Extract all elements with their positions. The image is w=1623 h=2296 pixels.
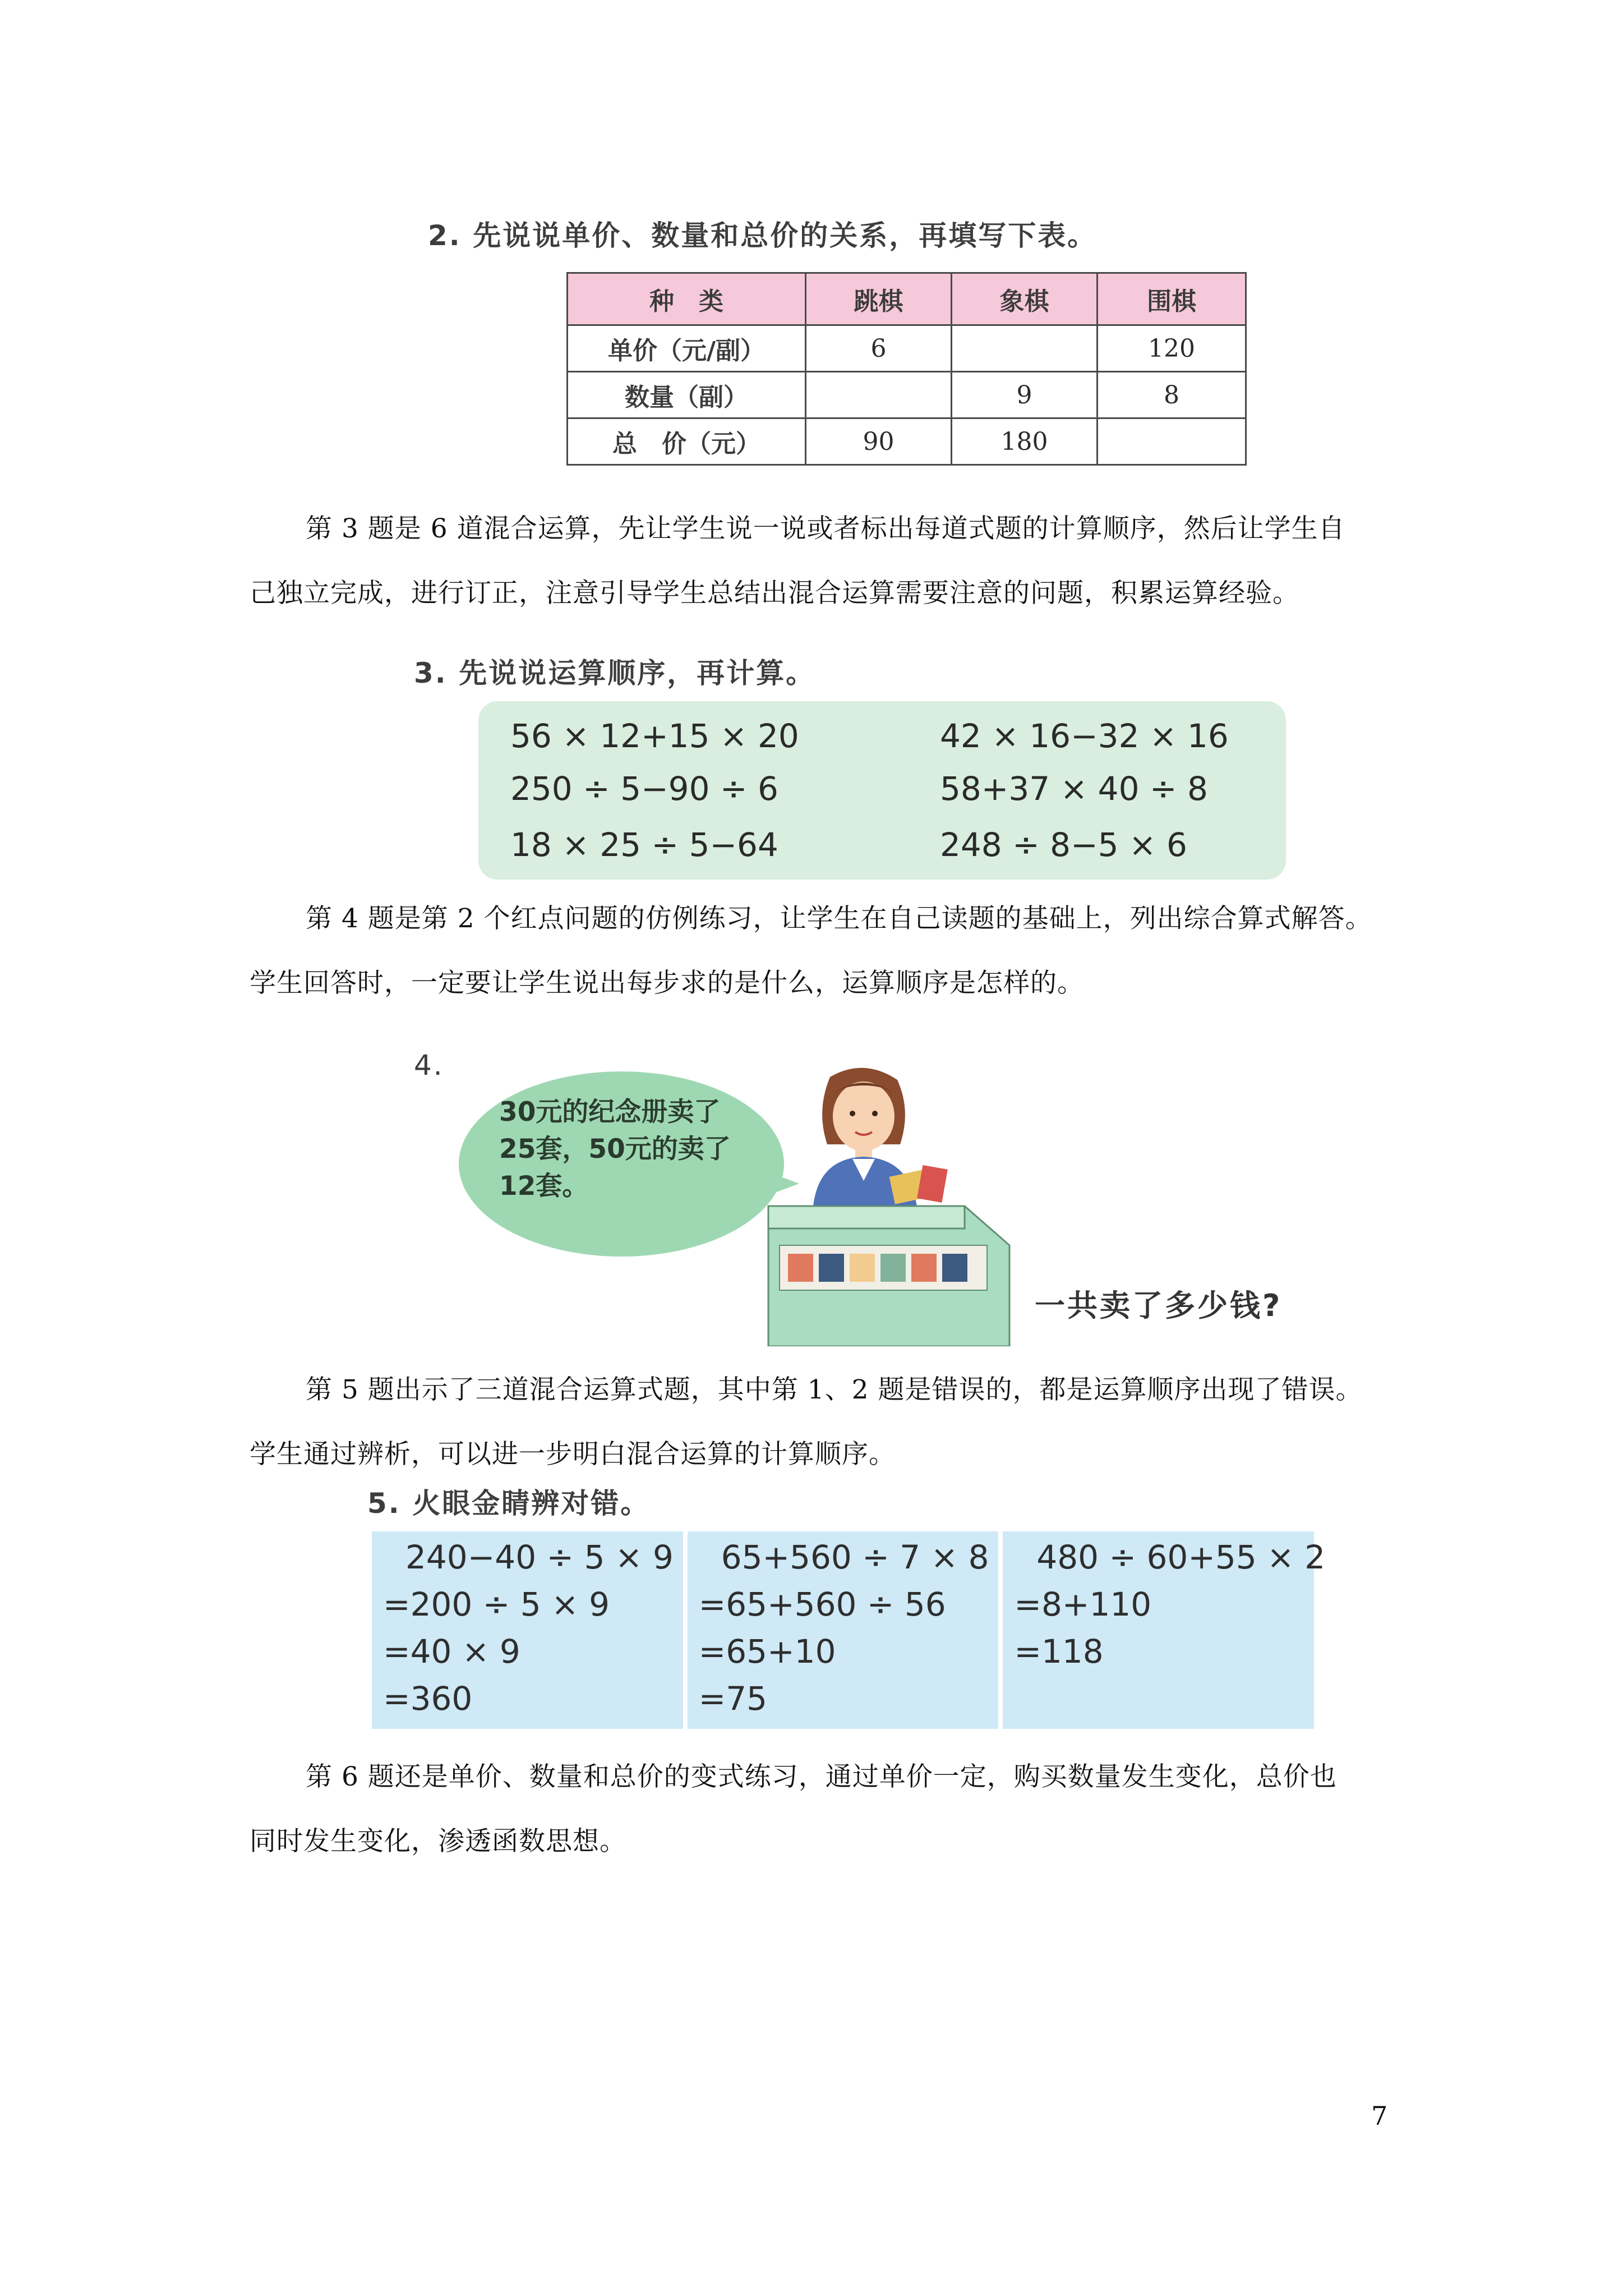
table-row	[568, 325, 1246, 372]
section-5-heading: 5. 火眼金睛辨对错。	[367, 1487, 651, 1520]
expression: 58+37 × 40 ÷ 8	[940, 770, 1208, 808]
table-row-label: 总 价（元）	[568, 418, 806, 465]
error-check-column	[1003, 1531, 1326, 1729]
speech-bubble-text	[499, 1094, 763, 1205]
calc-step: =8+110	[1014, 1585, 1152, 1623]
table-header-cell: 种 类	[568, 273, 806, 325]
calc-step: 65+560 ÷ 7 × 8	[721, 1538, 989, 1576]
table-cell	[1098, 418, 1246, 465]
section-3-heading: 3. 先说说运算顺序，再计算。	[414, 657, 816, 689]
expression: 250 ÷ 5−90 ÷ 6	[510, 770, 778, 808]
table-header-row	[568, 273, 1246, 325]
table-row-label: 数量（副）	[568, 372, 806, 418]
error-check-column	[688, 1531, 999, 1729]
table-cell: 120	[1098, 325, 1246, 372]
table-header-cell: 跳棋	[806, 273, 952, 325]
section-4-number: 4.	[414, 1049, 444, 1082]
expression: 56 × 12+15 × 20	[510, 717, 799, 755]
calc-step: 240−40 ÷ 5 × 9	[405, 1538, 674, 1576]
bubble-line: 12套。	[499, 1171, 589, 1202]
paragraph-exercise-3	[250, 496, 1399, 625]
table-header-cell: 围棋	[1098, 273, 1246, 325]
table-row	[568, 418, 1246, 465]
display-counter	[768, 1206, 1009, 1346]
table-cell	[952, 325, 1098, 372]
table-row	[568, 372, 1246, 418]
paragraph-line: 第 6 题还是单价、数量和总价的变式练习，通过单价一定，购买数量发生变化，总价也	[306, 1761, 1337, 1792]
paragraph-exercise-4	[250, 886, 1399, 1015]
table-cell: 180	[952, 418, 1098, 465]
error-check-grid	[372, 1531, 1326, 1729]
calc-step: =118	[1014, 1632, 1104, 1671]
table-cell: 8	[1098, 372, 1246, 418]
calc-step: =40 × 9	[383, 1632, 520, 1671]
paragraph-exercise-6	[250, 1745, 1399, 1874]
paragraph-line: 己独立完成，进行订正，注意引导学生总结出混合运算需要注意的问题，积累运算经验。	[250, 578, 1299, 609]
table-row-label: 单价（元/副）	[568, 325, 806, 372]
calc-step: =65+10	[698, 1632, 836, 1671]
saleswoman-figure	[813, 1068, 948, 1206]
expression: 18 × 25 ÷ 5−64	[510, 826, 778, 864]
question-text: 一共卖了多少钱?	[1035, 1288, 1283, 1323]
section-2-heading: 2. 先说说单价、数量和总价的关系，再填写下表。	[428, 219, 1098, 252]
paragraph-line: 学生回答时，一定要让学生说出每步求的是什么，运算顺序是怎样的。	[250, 968, 1084, 999]
calc-step: =200 ÷ 5 × 9	[383, 1585, 610, 1623]
price-table	[566, 272, 1247, 466]
table-cell: 90	[806, 418, 952, 465]
paragraph-line: 第 5 题出示了三道混合运算式题，其中第 1、2 题是错误的，都是运算顺序出现了错误。	[306, 1374, 1363, 1405]
expression: 248 ÷ 8−5 × 6	[940, 826, 1187, 864]
paragraph-line: 学生通过辨析，可以进一步明白混合运算的计算顺序。	[250, 1439, 896, 1470]
calc-step: 480 ÷ 60+55 × 2	[1036, 1538, 1326, 1576]
page-number: 7	[1371, 2101, 1388, 2131]
calc-step: =75	[698, 1680, 768, 1718]
expression: 42 × 16−32 × 16	[940, 717, 1229, 755]
bubble-line: 30元的纪念册卖了	[499, 1097, 721, 1128]
table-cell	[806, 372, 952, 418]
paragraph-line: 第 4 题是第 2 个红点问题的仿例练习，让学生在自己读题的基础上，列出综合算式解答。	[306, 903, 1372, 934]
bubble-line: 25套，50元的卖了	[499, 1134, 731, 1165]
saleswoman-counter-illustration	[763, 1060, 1021, 1346]
table-cell: 6	[806, 325, 952, 372]
table-header-cell: 象棋	[952, 273, 1098, 325]
paragraph-line: 同时发生变化，渗透函数思想。	[250, 1826, 626, 1857]
paragraph-exercise-5	[250, 1358, 1399, 1487]
calc-step: =360	[383, 1680, 473, 1718]
paragraph-line: 第 3 题是 6 道混合运算，先让学生说一说或者标出每道式题的计算顺序，然后让学生自	[306, 513, 1345, 544]
table-cell: 9	[952, 372, 1098, 418]
calc-step: =65+560 ÷ 56	[698, 1585, 946, 1623]
error-check-column	[372, 1531, 683, 1729]
